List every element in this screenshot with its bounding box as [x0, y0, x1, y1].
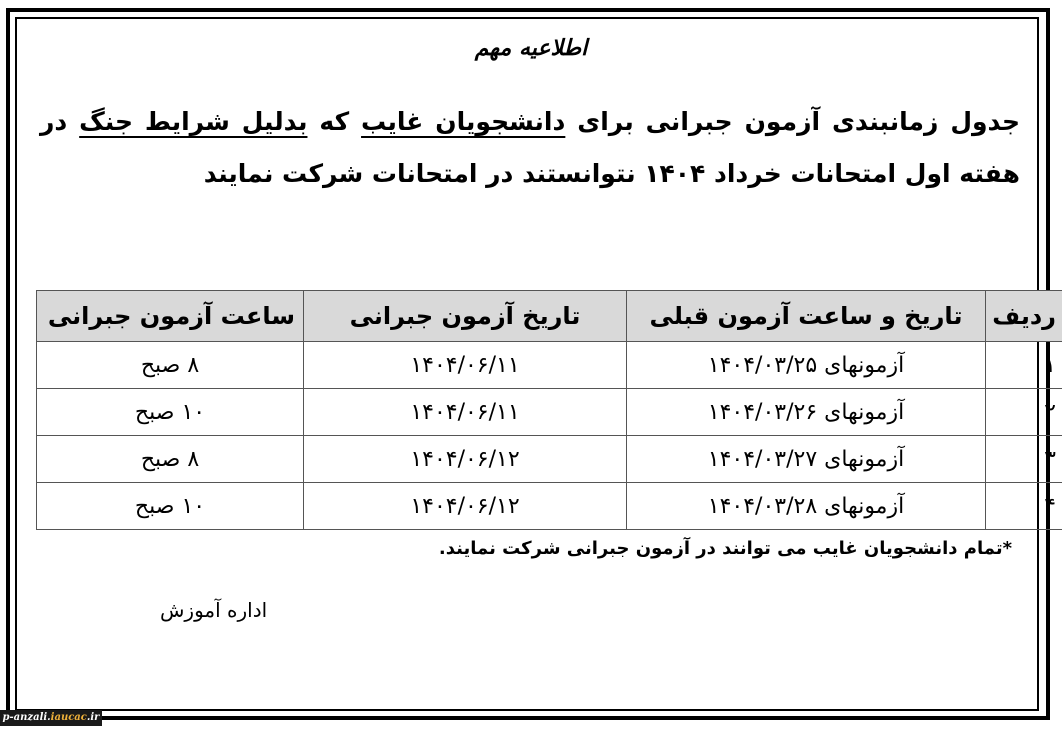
header-row-number: ردیف	[986, 291, 1062, 342]
heading-underlined-absent-students: دانشجویان غایب	[361, 107, 566, 136]
cell-makeup-time: ۱۰ صبح	[37, 389, 304, 436]
table-row	[37, 483, 1062, 530]
signature-department: اداره آموزش	[160, 598, 268, 622]
cell-makeup-date: ۱۴۰۴/۰۶/۱۱	[304, 389, 627, 436]
cell-previous-exam: آزمونهای ۱۴۰۴/۰۳/۲۶	[627, 389, 986, 436]
footnote: *تمام دانشجویان غایب می توانند در آزمون جبرانی شرکت نمایند.	[438, 538, 1012, 559]
table-header-row	[37, 291, 1062, 342]
table-row	[37, 436, 1062, 483]
url-prefix: p-anzali.	[2, 712, 51, 723]
notice-title: اطلاعیه مهم	[474, 36, 588, 61]
cell-row-number: ۴	[986, 483, 1062, 530]
cell-row-number: ۳	[986, 436, 1062, 483]
cell-previous-exam: آزمونهای ۱۴۰۴/۰۳/۲۵	[627, 342, 986, 389]
table-row	[37, 389, 1062, 436]
cell-makeup-time: ۸ صبح	[37, 342, 304, 389]
cell-makeup-date: ۱۴۰۴/۰۶/۱۲	[304, 483, 627, 530]
table-row	[37, 342, 1062, 389]
cell-makeup-time: ۱۰ صبح	[37, 483, 304, 530]
heading-part-2: که	[307, 107, 362, 136]
cell-row-number: ۱	[986, 342, 1062, 389]
cell-makeup-date: ۱۴۰۴/۰۶/۱۱	[304, 342, 627, 389]
cell-previous-exam: آزمونهای ۱۴۰۴/۰۳/۲۸	[627, 483, 986, 530]
url-highlight: iaucac	[50, 712, 87, 723]
heading-part-3: در هفته اول امتحانات خرداد ۱۴۰۴ نتوانستند در امتحانات شرکت نمایند	[40, 107, 1020, 188]
announcement-heading	[40, 96, 1020, 200]
heading-part-1: جدول زمانبندی آزمون جبرانی برای	[565, 107, 1021, 136]
website-url-badge[interactable]	[0, 710, 102, 726]
cell-makeup-date: ۱۴۰۴/۰۶/۱۲	[304, 436, 627, 483]
cell-row-number: ۲	[986, 389, 1062, 436]
cell-previous-exam: آزمونهای ۱۴۰۴/۰۳/۲۷	[627, 436, 986, 483]
heading-underlined-war-conditions: بدلیل شرایط جنگ	[79, 107, 308, 136]
header-makeup-date: تاریخ آزمون جبرانی	[304, 291, 627, 342]
cell-makeup-time: ۸ صبح	[37, 436, 304, 483]
makeup-exam-table	[36, 290, 1062, 530]
header-previous-exam: تاریخ و ساعت آزمون قبلی	[627, 291, 986, 342]
header-makeup-time: ساعت آزمون جبرانی	[37, 291, 304, 342]
url-suffix: .ir	[86, 712, 100, 723]
